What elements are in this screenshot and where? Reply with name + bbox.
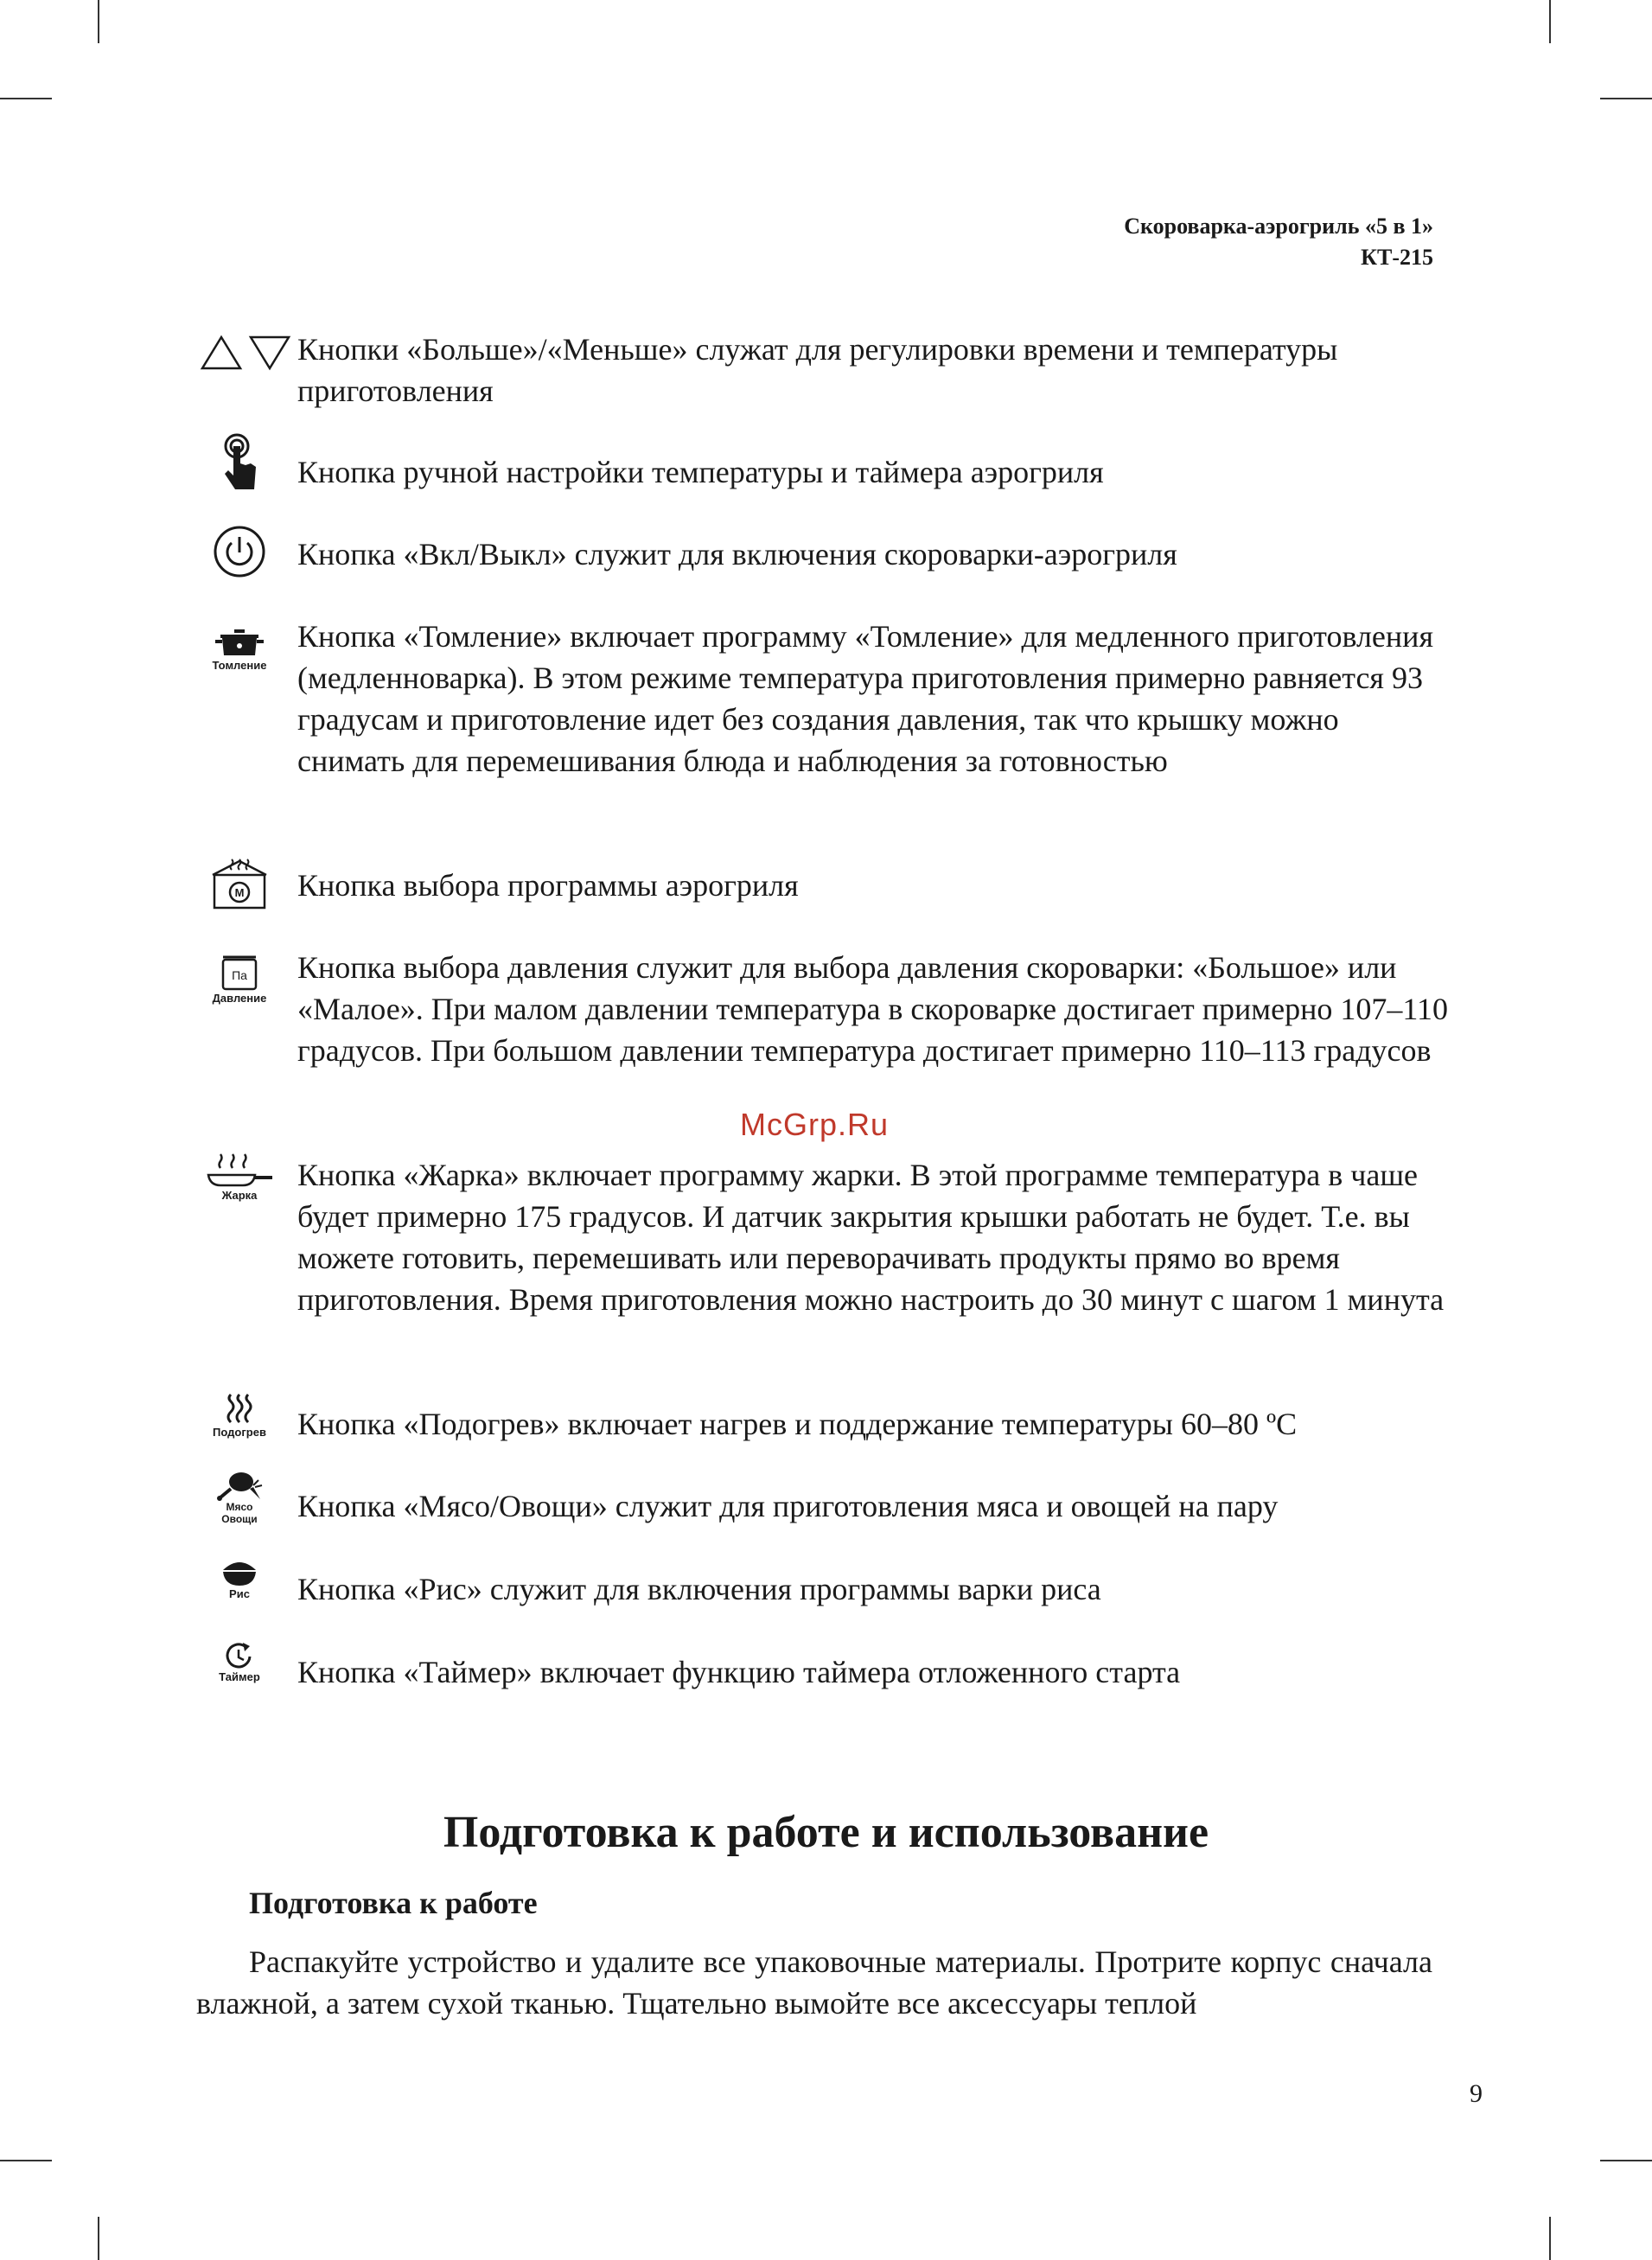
icon-caption: Рис: [229, 1587, 250, 1600]
crop-mark: [1600, 2160, 1652, 2161]
description-text: Кнопка «Томление» включает программу «Томление» для медленного приготовления (медленноварка). В этом режиме температура приготовления примерно равняется 93 градусам и приготовление идет без создания давления, так что крышку можно снимать для перемешивания блюда и наблюдения за готовностью: [297, 619, 1433, 778]
crop-mark: [98, 0, 99, 43]
icon-caption: Томление: [212, 659, 267, 672]
description-text: Кнопка «Мясо/Овощи» служит для приготовления мяса и овощей на пару: [297, 1489, 1279, 1523]
power-icon: [196, 525, 283, 578]
crop-mark: [1600, 98, 1652, 99]
button-description-power: [196, 533, 1450, 575]
crop-mark: [1549, 2217, 1551, 2260]
button-description-pressure: [196, 947, 1450, 1071]
pressure-pot-icon: [196, 952, 283, 1005]
button-description-up-down: [196, 329, 1450, 412]
icon-caption: Давление: [212, 992, 267, 1005]
button-description-warming: [196, 1403, 1450, 1445]
svg-text:M: M: [234, 886, 245, 899]
description-text: Кнопка «Жарка» включает программу жарки. В этой программе температура в чаше будет примерно 175 градусов. И датчик закрытия крышки работать не будет. Т.е. вы можете готовить, перемешивать или переворачивать продукты прямо во время приготовления. Время приготовления можно настроить до 30 минут с шагом 1 минута: [297, 1158, 1445, 1317]
page-number: 9: [1470, 2079, 1483, 2108]
icon-caption: Таймер: [219, 1670, 260, 1683]
meat-vegetables-icon: [196, 1470, 283, 1525]
description-text: Кнопки «Больше»/«Меньше» служат для регулировки времени и температуры приготовления: [297, 332, 1338, 408]
heat-waves-icon: [196, 1393, 283, 1439]
description-text: Кнопка выбора давления служит для выбора давления скороварки: «Большое» или «Малое». При малом давлении температура в скороварке достигает примерно 107–110 градусов. При большом давлении температура достигает примерно 110–113 градусов: [297, 950, 1448, 1068]
timer-icon: [196, 1641, 283, 1683]
watermark: McGrp.Ru: [740, 1107, 890, 1142]
up-down-triangles-icon: [198, 334, 293, 372]
header-model: КТ-215: [1361, 245, 1433, 270]
button-description-frying: [196, 1154, 1450, 1320]
section-title: Подготовка к работе и использование: [443, 1808, 1209, 1857]
pot-icon: [196, 628, 283, 672]
button-description-meat-vegetables: [196, 1485, 1450, 1527]
frying-pan-icon: [196, 1149, 283, 1202]
rice-bowl-icon: [196, 1558, 283, 1600]
crop-mark: [0, 2160, 52, 2161]
subsection-title: Подготовка к работе: [249, 1886, 538, 1920]
crop-mark: [98, 2217, 99, 2260]
button-description-slow-cook: [196, 616, 1450, 782]
description-text: Кнопка «Подогрев» включает нагрев и поддержание температуры 60–80 ºС: [297, 1407, 1298, 1441]
pressure-badge: Па: [232, 968, 247, 982]
touch-finger-icon: [196, 432, 283, 495]
crop-mark: [0, 98, 52, 99]
description-text: Кнопка «Таймер» включает функцию таймера отложенного старта: [297, 1655, 1181, 1689]
icon-caption: Мясо Овощи: [221, 1501, 258, 1525]
button-description-timer: [196, 1651, 1450, 1693]
description-text: Кнопка «Рис» служит для включения программы варки риса: [297, 1572, 1101, 1606]
button-description-manual: [196, 451, 1450, 493]
description-text: Кнопка ручной настройки температуры и таймера аэрогриля: [297, 455, 1104, 489]
button-description-airgrill: [196, 865, 1450, 906]
running-header: [1124, 211, 1433, 273]
header-product-name: Скороварка-аэрогриль «5 в 1»: [1124, 214, 1433, 239]
description-text: Кнопка выбора программы аэрогриля: [297, 868, 799, 903]
icon-caption: Жарка: [221, 1189, 258, 1202]
icon-caption: Подогрев: [213, 1426, 266, 1439]
button-description-rice: [196, 1568, 1450, 1610]
body-paragraph: Распакуйте устройство и удалите все упаковочные материалы. Протрите корпус сначала влажной, а затем сухой тканью. Тщательно вымойте все аксессуары теплой: [196, 1944, 1432, 2021]
crop-mark: [1549, 0, 1551, 43]
airgrill-program-icon: [196, 858, 283, 911]
description-text: Кнопка «Вкл/Выкл» служит для включения скороварки-аэрогриля: [297, 537, 1177, 571]
